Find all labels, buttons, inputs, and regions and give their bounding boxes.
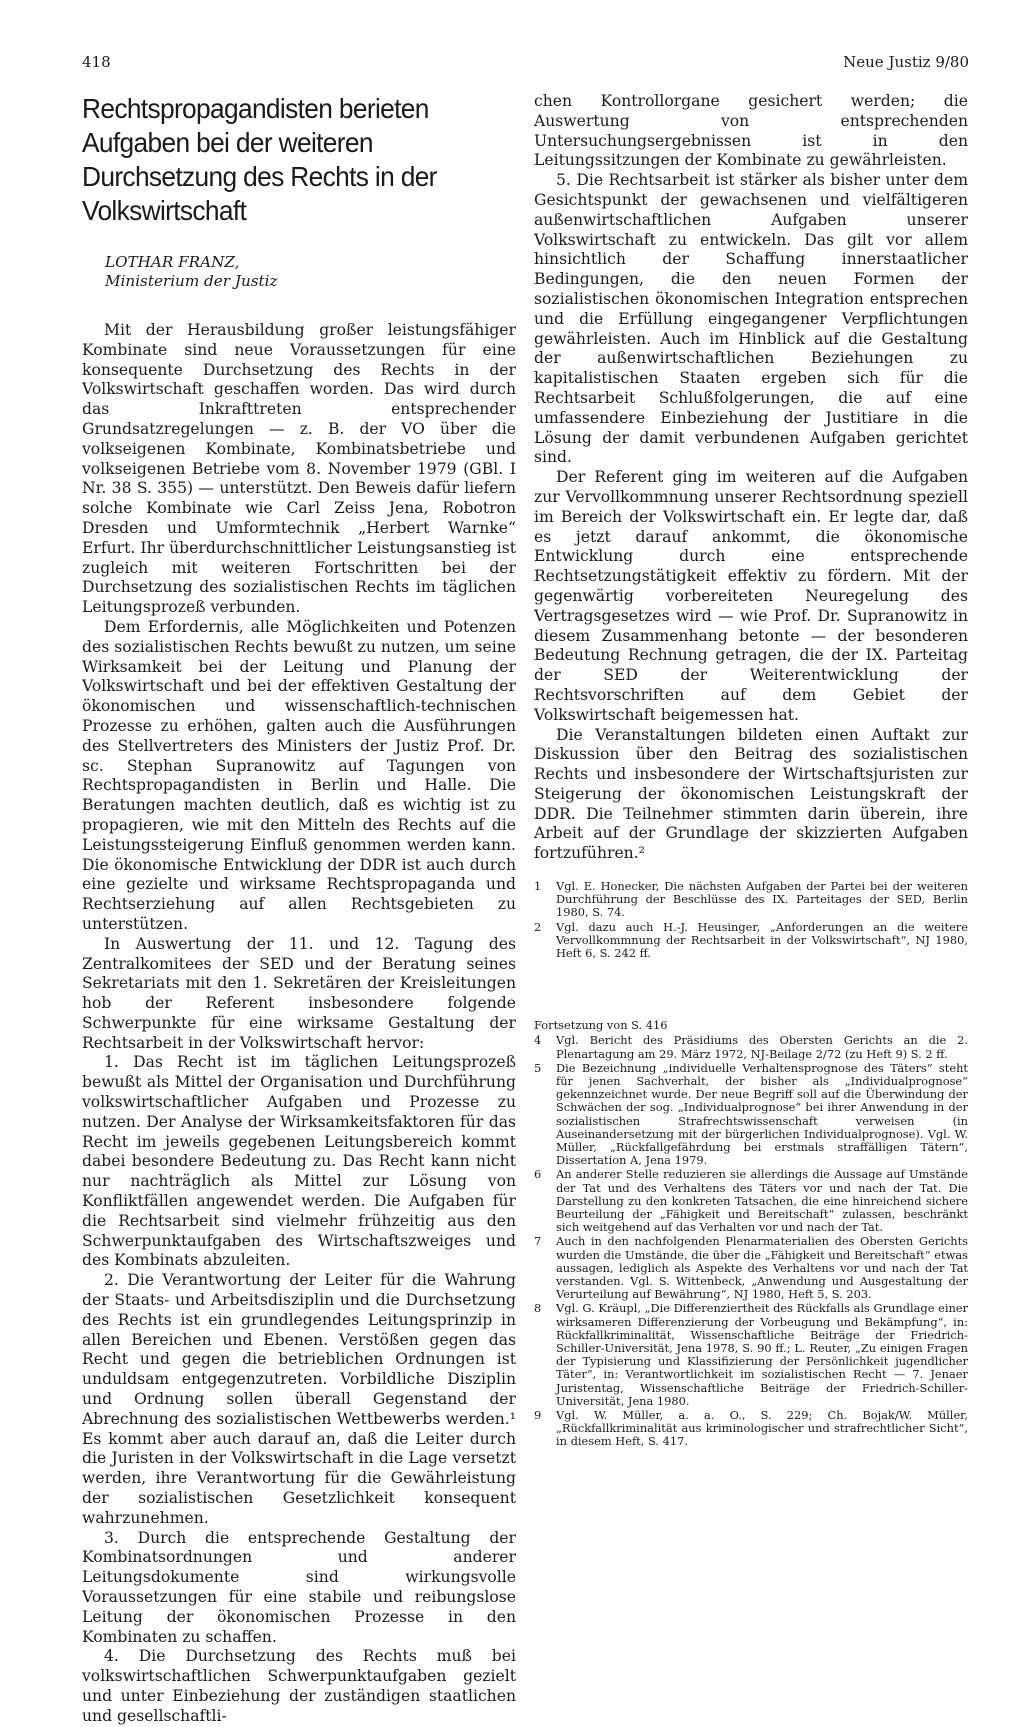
- author-affiliation: Ministerium der Justiz: [105, 272, 278, 290]
- paragraph: 4. Die Durchsetzung des Rechts muß bei volkswirtschaftlichen Schwerpunktaufgaben gezielt und unter Einbeziehung der zuständigen staatlichen und gesellschaftli-: [82, 1647, 516, 1725]
- footnote-number: 8: [534, 1301, 542, 1316]
- article-title: Rechtspropagandisten berieten Aufgaben bei der weiteren Durchsetzung des Rechts in der Volkswirtschaft: [82, 93, 437, 226]
- footnote-number: 9: [534, 1407, 542, 1422]
- paragraph: 5. Die Rechtsarbeit ist stärker als bisher unter dem Gesichtspunkt der gewachsenen und vielfältigeren außenwirtschaftlichen Aufgaben unserer Volkswirtschaft zu entwickeln. Das gilt vor allem hinsichtlich der Schaffung innerstaatlicher Bedingungen, die den neuen Formen der sozialistischen ökonomischen Integration entsprechen und die Erfüllung eingegangener Verpflichtungen gewährleisten. Auch im Hinblick auf die Gestaltung der außenwirtschaftlichen Beziehungen zu kapitalistischen Staaten ergeben sich für die Rechtsarbeit Schlußfolgerungen, die auf eine umfassendere Einbeziehung der Justitiare in die Lösung der damit verbundenen Aufgaben gerichtet sind.: [534, 171, 968, 467]
- paragraph: In Auswertung der 11. und 12. Tagung des Zentralkomitees der SED und der Beratung seines Sekretariats mit den 1. Sekretären der Kreisleitungen hob der Referent insbesondere folgende Schwerpunkte für eine wirksame Gestaltung der Rechtsarbeit in der Volkswirtschaft hervor:: [82, 934, 516, 1052]
- footnote: [534, 921, 968, 961]
- paragraph: chen Kontrollorgane gesichert werden; die Auswertung von entsprechenden Untersuchungsergebnissen ist in den Leitungssitzungen der Kombinate zu gewährleisten.: [534, 92, 968, 170]
- footnote-text: Vgl. G. Kräupl, „Die Differenziertheit des Rückfalls als Grundlage einer wirksameren Differenzierung der Vorbeugung und Bekämpfung“, in: Rückfallkriminalität, Wissenschaftliche Beiträge der Friedrich-Schiller-Universität, Jena 1978, S. 90 ff.; L. Reuter, „Zu einigen Fragen der Typisierung und Klassifizierung der Persönlichkeit jugendlicher Täter“, in: Verantwortlichkeit im sozialistischen Recht — 7. Jenaer Juristentag, Wissenschaftliche Beiträge der Friedrich-Schiller-Universität, Jena 1980.: [556, 1301, 968, 1408]
- left-column: [82, 92, 516, 1727]
- footnote: [534, 1034, 968, 1060]
- footnote: [534, 1409, 968, 1449]
- continuation-footnotes: [534, 1034, 968, 1448]
- paragraph: 1. Das Recht ist im täglichen Leitungsprozeß bewußt als Mittel der Organisation und Durchführung volkswirtschaftlicher Aufgaben und Prozesse zu nutzen. Der Analyse der Wirksamkeitsfaktoren für das Recht im jeweils gegebenen Leitungsbereich kommt dabei besondere Bedeutung zu. Das Recht kann nicht nur nachträglich als Mittel zur Lösung von Konfliktfällen angewendet werden. Die Aufgaben für die Rechtsarbeit sind vielmehr frühzeitig aus den Schwerpunktaufgaben des Wirtschaftszweiges und des Kombinats abzuleiten.: [82, 1053, 516, 1270]
- footnote-text: An anderer Stelle reduzieren sie allerdings die Aussage auf Umstände der Tat und des Verhaltens des Täters vor und nach der Tat. Die Darstellung zu den konkreten Tatsachen, die eine hinreichend sichere Beurteilung der „Fähigkeit und Bereitschaft“ zulassen, beschränkt sich weitgehend auf das Verhalten vor und nach der Tat.: [556, 1167, 968, 1235]
- footnote-number: 2: [534, 919, 542, 934]
- footnote: [534, 1302, 968, 1408]
- left-body-text: [82, 321, 516, 1727]
- page-number: 418: [82, 53, 111, 71]
- footnote-text: Vgl. W. Müller, a. a. O., S. 229; Ch. Bojak/W. Müller, „Rückfallkriminalität aus kriminologischer und strafrechtlicher Sicht“, in diesem Heft, S. 417.: [556, 1407, 968, 1449]
- byline: [105, 253, 516, 291]
- footnote-number: 6: [534, 1167, 542, 1182]
- footnote: [534, 1062, 968, 1168]
- journal-issue: Neue Justiz 9/80: [843, 53, 969, 71]
- footnote-text: Auch in den nachfolgenden Plenarmaterialien des Obersten Gerichts wurden die Umstände, die über die „Fähigkeit und Bereitschaft“ etwas aussagen, lediglich als Aspekte des Verhaltens vor und nach der Tat verstanden. Vgl. S. Wittenbeck, „Anwendung und Ausgestaltung der Verurteilung auf Bewährung“, NJ 1980, Heft 5, S. 203.: [556, 1234, 968, 1302]
- continuation-heading: Fortsetzung von S. 416: [534, 1018, 668, 1033]
- right-column: [534, 92, 968, 1450]
- footnote: [534, 880, 968, 920]
- article-footnotes: [534, 880, 968, 960]
- footnote-text: Vgl. E. Honecker, Die nächsten Aufgaben der Partei bei der weiteren Durchführung der Beschlüsse des IX. Parteitages der SED, Berlin 1980, S. 74.: [556, 879, 968, 920]
- author-name: LOTHAR FRANZ,: [105, 253, 240, 271]
- footnote-number: 4: [534, 1033, 542, 1048]
- footnote-number: 7: [534, 1234, 542, 1249]
- footnote-text: Vgl. Bericht des Präsidiums des Obersten Gerichts an die 2. Plenartagung am 29. März 1972, NJ-Beilage 2/72 (zu Heft 9) S. 2 ff.: [556, 1033, 968, 1061]
- footnote: [534, 1235, 968, 1301]
- paragraph: Die Veranstaltungen bildeten einen Auftakt zur Diskussion über den Beitrag des sozialistischen Rechts und insbesondere der Wirtschaftsjuristen zur Steigerung der ökonomischen Leistungskraft der DDR. Die Teilnehmer stimmten darin überein, ihre Arbeit auf der Grundlage der skizzierten Aufgaben fortzuführen.²: [534, 725, 968, 863]
- paragraph: Dem Erfordernis, alle Möglichkeiten und Potenzen des sozialistischen Rechts bewußt zu nutzen, um seine Wirksamkeit bei der Leitung und Planung der Volkswirtschaft und bei der effektiven Gestaltung der ökonomischen und wissenschaftlich-technischen Prozesse zu erhöhen, galten auch die Ausführungen des Stellvertreters des Ministers der Justiz Prof. Dr. sc. Stephan Supranowitz auf Tagungen von Rechtspropagandisten in Berlin und Halle. Die Beratungen machten deutlich, daß es wichtig ist zu propagieren, wie mit den Mitteln des Rechts auf die Leistungssteigerung Einfluß genommen werden kann. Die ökonomische Entwicklung der DDR ist auch durch eine gezielte und wirksame Rechtspropaganda und Rechtserziehung auf allen Rechtsgebieten zu unterstützen.: [82, 617, 516, 933]
- footnote-text: Vgl. dazu auch H.-J. Heusinger, „Anforderungen an die weitere Vervollkommnung der Rechtsarbeit in der Volkswirtschaft“, NJ 1980, Heft 6, S. 242 ff.: [556, 919, 968, 961]
- footnote-number: 5: [534, 1060, 542, 1075]
- footnote-number: 1: [534, 879, 542, 894]
- paragraph: Mit der Herausbildung großer leistungsfähiger Kombinate sind neue Voraussetzungen für eine konsequente Durchsetzung des Rechts in der Volkswirtschaft geschaffen worden. Das wird durch das Inkrafttreten entsprechender Grundsatzregelungen — z. B. der VO über die volkseigenen Kombinate, Kombinatsbetriebe und volkseigenen Betriebe vom 8. November 1979 (GBl. I Nr. 38 S. 355) — unterstützt. Den Beweis dafür liefern solche Kombinate wie Carl Zeiss Jena, Robotron Dresden und Umformtechnik „Herbert Warnke“ Erfurt. Ihr überdurchschnittlicher Leistungsanstieg ist zugleich mit weiteren Fortschritten bei der Durchsetzung des sozialistischen Rechts im täglichen Leitungsprozeß verbunden.: [82, 321, 516, 617]
- paragraph: 3. Durch die entsprechende Gestaltung der Kombinatsordnungen und anderer Leitungsdokumente sind wirkungsvolle Voraussetzungen für eine stabile und reibungslose Leitung der ökonomischen Prozesse in den Kombinaten zu schaffen.: [82, 1528, 516, 1646]
- paragraph: 2. Die Verantwortung der Leiter für die Wahrung der Staats- und Arbeitsdisziplin und die Durchsetzung des Rechts ist ein grundlegendes Leitungsprinzip in allen Bereichen und Ebenen. Verstößen gegen das Recht und gegen die betrieblichen Ordnungen ist unduldsam entgegenzutreten. Vorbildliche Disziplin und Ordnung sollen überall Gegenstand der Abrechnung des sozialistischen Wettbewerbs werden.¹ Es kommt aber auch darauf an, daß die Leiter durch die Juristen in der Volkswirtschaft in die Lage versetzt werden, ihre Verantwortung für die Gewährleistung der sozialistischen Gesetzlichkeit konsequent wahrzunehmen.: [82, 1271, 516, 1527]
- paragraph: Der Referent ging im weiteren auf die Aufgaben zur Vervollkommnung unserer Rechtsordnung speziell im Bereich der Volkswirtschaft ein. Er legte dar, daß es jetzt darauf ankommt, die ökonomische Entwicklung durch eine entsprechende Rechtsetzungstätigkeit effektiv zu fördern. Mit der gegenwärtig vorbereiteten Neuregelung des Vertragsgesetzes wird — wie Prof. Dr. Supranowitz in diesem Zusammenhang betonte — der besonderen Bedeutung Rechnung getragen, die der IX. Parteitag der SED der Weiterentwicklung der Rechtsvorschriften auf dem Gebiet der Volkswirtschaft beigemessen hat.: [534, 468, 968, 724]
- footnote: [534, 1168, 968, 1234]
- footnote-text: Die Bezeichnung „individuelle Verhaltensprognose des Täters“ steht für jenen Sachverhalt, der bisher als „Individualprognose“ gekennzeichnet wurde. Der neue Begriff soll auf die Überwindung der Schwächen der sog. „Individualprognose“ bei ihrer Anwendung in der sozialistischen Strafrechtswissenschaft verweisen (in Auseinandersetzung mit der bürgerlichen Individualprognose). Vgl. W. Müller, „Rückfallgefährdung bei erstmals straffälligen Tätern“, Dissertation A, Jena 1979.: [556, 1060, 968, 1168]
